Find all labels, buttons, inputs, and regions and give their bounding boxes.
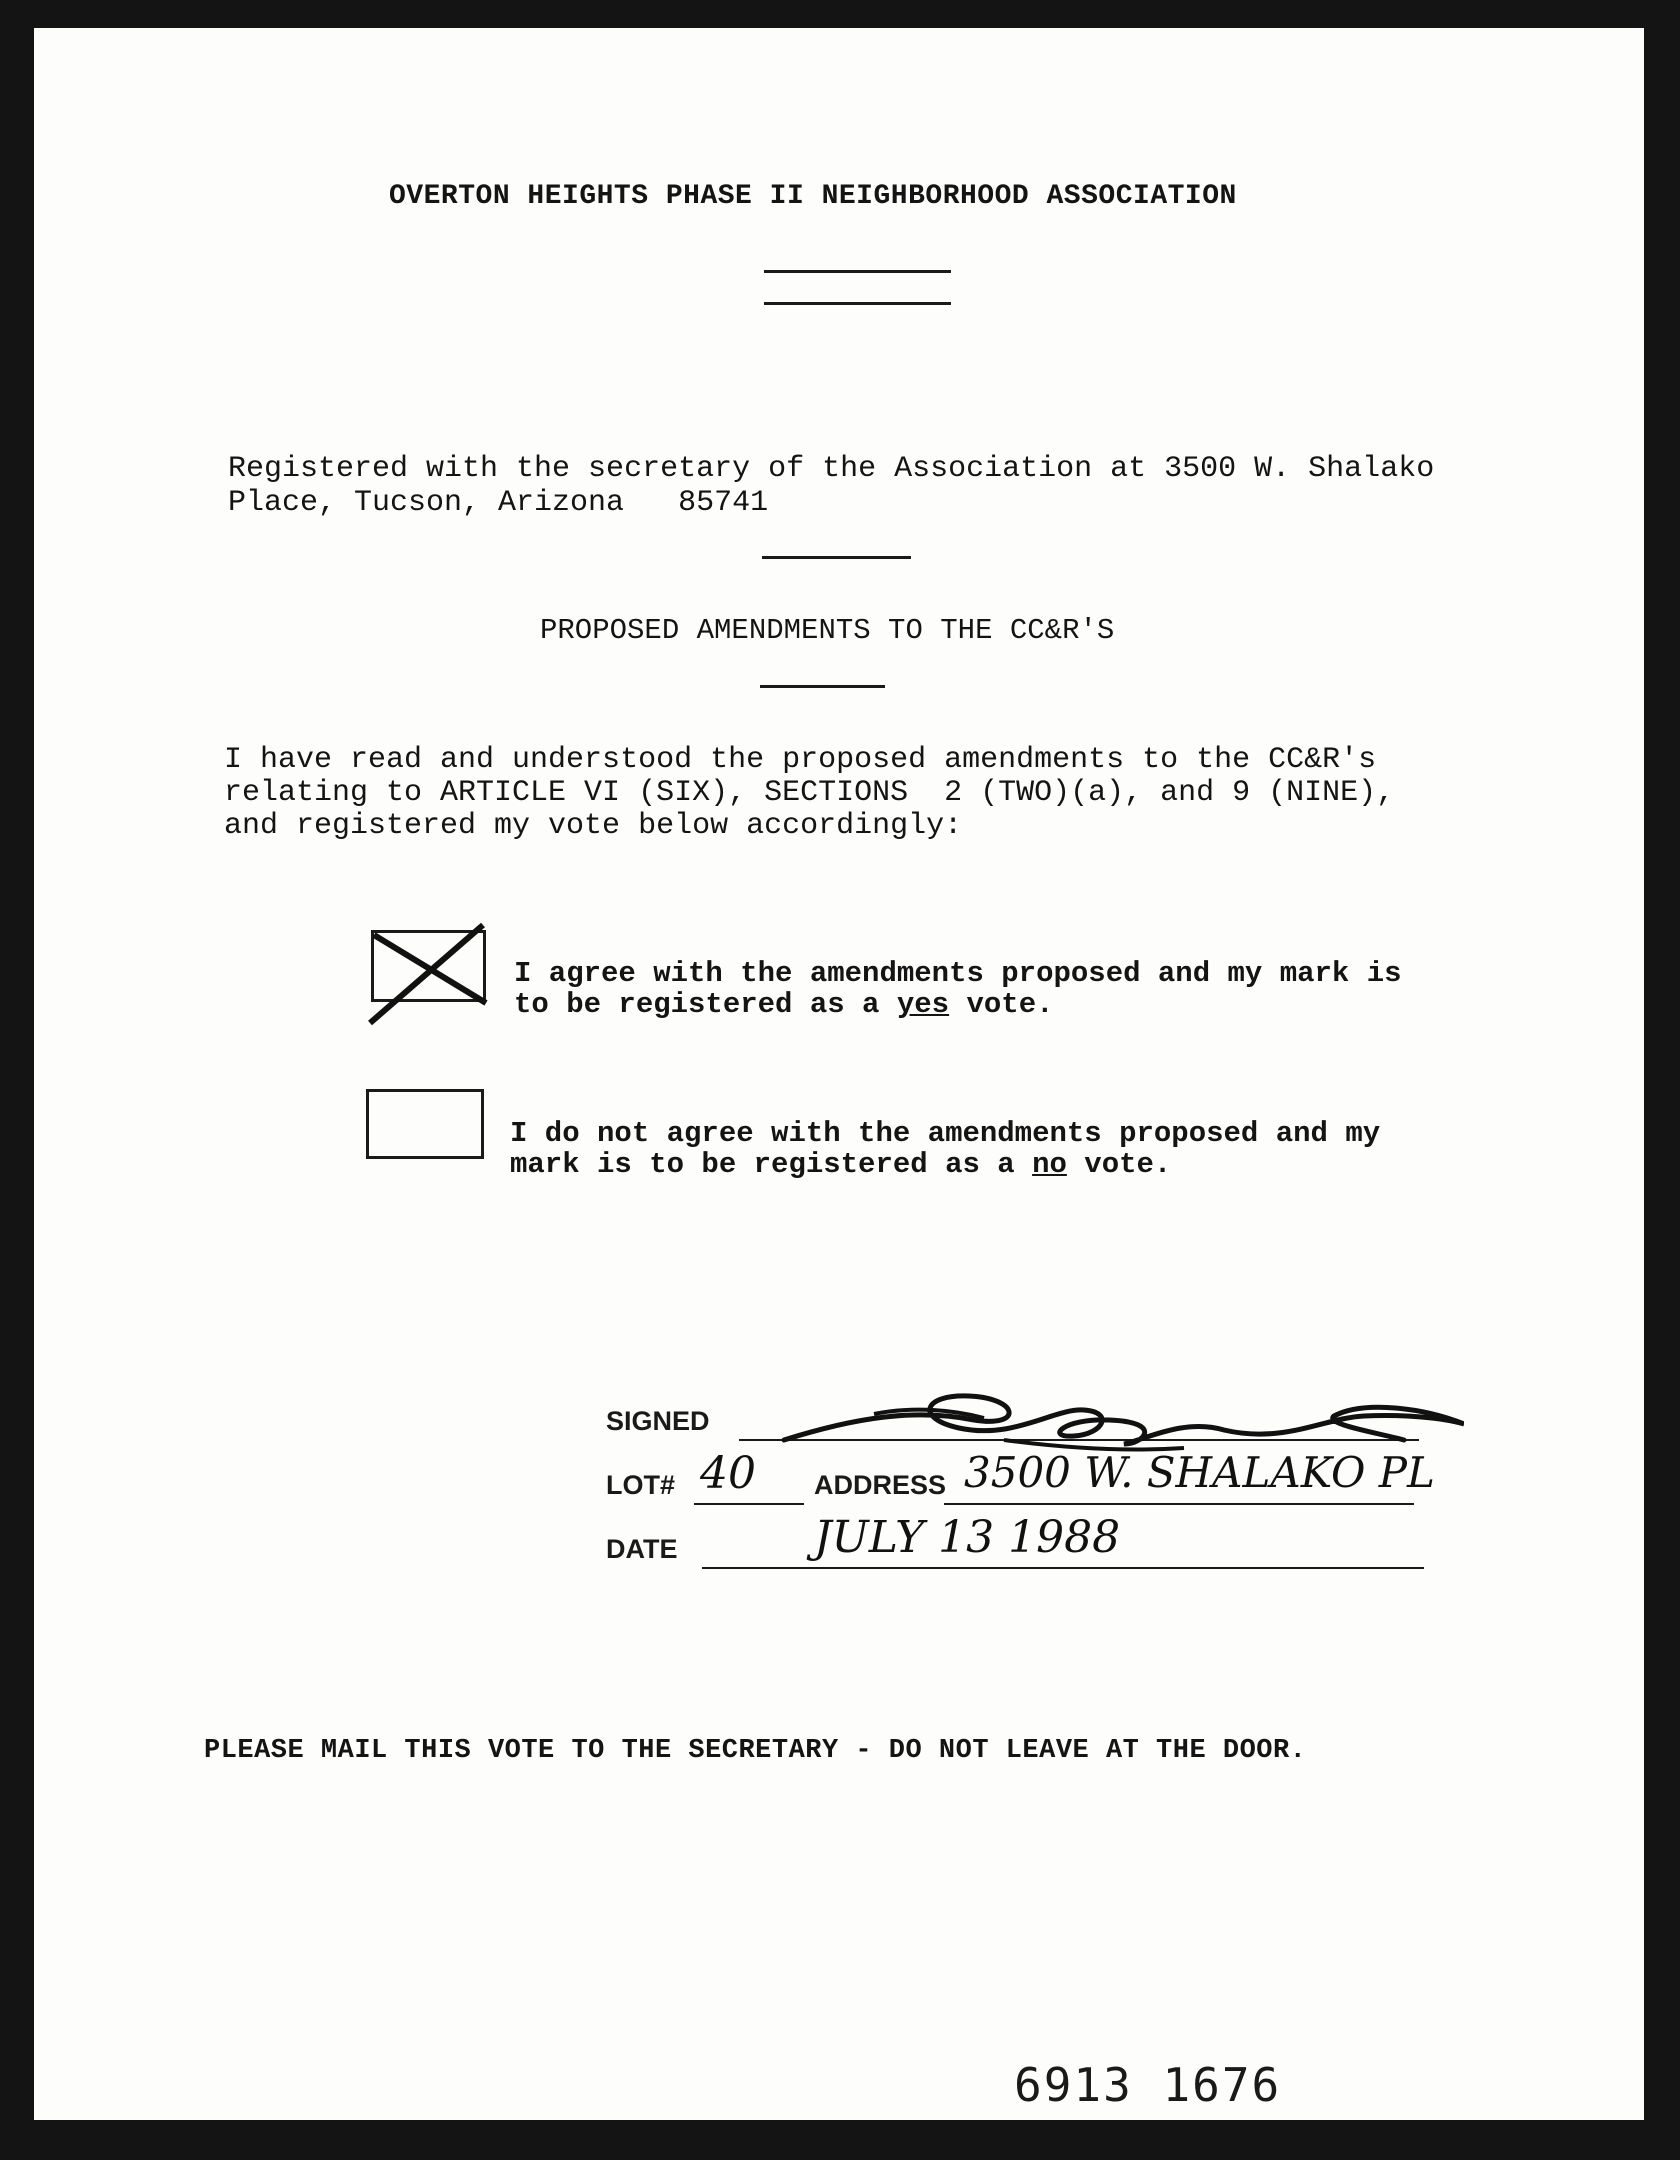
agree-line-1: I agree with the amendments proposed and my mark is bbox=[514, 957, 1402, 990]
declaration-line-1: I have read and understood the proposed amendments to the CC&R's bbox=[224, 743, 1377, 777]
signed-label: SIGNED bbox=[606, 1406, 710, 1436]
title-rule-2 bbox=[764, 302, 951, 305]
agree-checkbox[interactable] bbox=[371, 930, 486, 1002]
disagree-option-text bbox=[510, 1118, 1380, 1180]
address-label: ADDRESS bbox=[814, 1470, 947, 1500]
declaration-line-3: and registered my vote below accordingly: bbox=[224, 809, 963, 843]
checkbox-x-mark bbox=[368, 925, 498, 1025]
subtitle: PROPOSED AMENDMENTS TO THE CC&R'S bbox=[540, 614, 1115, 647]
disagree-line-2-prefix: mark is to be registered as a bbox=[510, 1148, 1033, 1181]
registration-text bbox=[228, 452, 1434, 520]
title-rule-1 bbox=[764, 270, 951, 273]
association-title: OVERTON HEIGHTS PHASE II NEIGHBORHOOD ASSOCIATION bbox=[389, 181, 1237, 212]
subtitle-rule-bottom bbox=[760, 685, 885, 688]
address-value: 3500 W. SHALAKO PL bbox=[964, 1448, 1435, 1497]
registration-line-1: Registered with the secretary of the Association at 3500 W. Shalako bbox=[228, 452, 1435, 486]
agree-line-2-suffix: vote. bbox=[949, 988, 1054, 1021]
address-line[interactable] bbox=[944, 1503, 1414, 1505]
agree-option-text bbox=[514, 958, 1402, 1020]
agree-line-2-prefix: to be registered as a bbox=[514, 988, 897, 1021]
lot-value: 40 bbox=[700, 1448, 756, 1499]
document-number: 6913 1676 bbox=[1014, 2058, 1282, 2112]
mailing-instruction: PLEASE MAIL THIS VOTE TO THE SECRETARY - DO NOT LEAVE AT THE DOOR. bbox=[204, 1736, 1307, 1766]
registration-line-2: Place, Tucson, Arizona 85741 bbox=[228, 486, 769, 520]
no-emphasis: no bbox=[1032, 1148, 1067, 1181]
subtitle-rule-top bbox=[762, 556, 911, 559]
date-label: DATE bbox=[606, 1534, 678, 1564]
date-line[interactable] bbox=[702, 1567, 1424, 1569]
document-page bbox=[34, 28, 1644, 2120]
declaration-line-2: relating to ARTICLE VI (SIX), SECTIONS 2 (TWO)(a), and 9 (NINE), bbox=[224, 776, 1395, 810]
lot-label: LOT# bbox=[606, 1470, 676, 1500]
declaration-text bbox=[224, 744, 1394, 843]
disagree-line-2-suffix: vote. bbox=[1066, 1148, 1172, 1181]
lot-line[interactable] bbox=[694, 1503, 804, 1505]
date-value: JULY 13 1988 bbox=[814, 1512, 1121, 1563]
disagree-checkbox[interactable] bbox=[366, 1089, 484, 1159]
yes-emphasis: yes bbox=[896, 988, 950, 1021]
disagree-line-1: I do not agree with the amendments proposed and my bbox=[510, 1117, 1381, 1150]
